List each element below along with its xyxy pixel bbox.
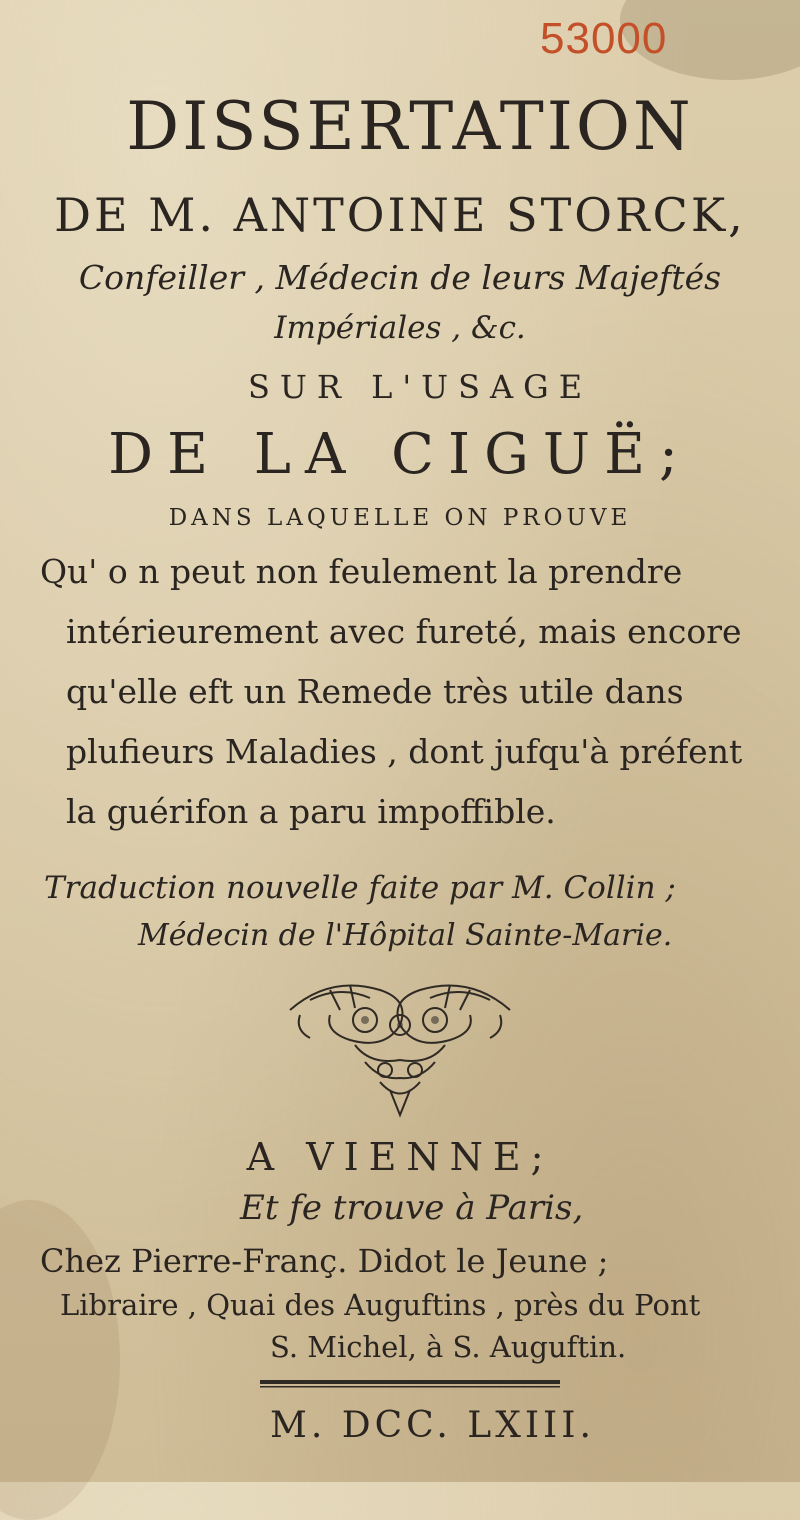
- imprint-place: A VIENNE;: [246, 1135, 554, 1179]
- body-line: plufieurs Maladies , dont jufqu'à préfent: [66, 732, 743, 771]
- translator-line-2: Médecin de l'Hôpital Sainte-Marie.: [138, 918, 673, 953]
- floral-vignette-icon: [270, 970, 530, 1120]
- divider-rule: [260, 1380, 560, 1388]
- body-line: qu'elle eft un Remede très utile dans: [66, 672, 684, 711]
- title-line-4: DE LA CIGUË;: [108, 422, 692, 487]
- title-line-1: DISSERTATION: [126, 88, 694, 165]
- title-line-5: DANS LAQUELLE ON PROUVE: [168, 505, 632, 531]
- title-line-3: SUR L'USAGE: [247, 368, 593, 406]
- body-line: Qu' o n peut non feulement la prendre: [40, 552, 683, 591]
- publisher-line-2: Libraire , Quai des Auguftins , près du Pont: [60, 1288, 701, 1322]
- imprint-date: M. DCC. LXIII.: [270, 1405, 595, 1446]
- accession-number: 53000: [540, 14, 668, 63]
- author-title-line-1: Confeiller , Médecin de leurs Majeftés: [78, 258, 722, 297]
- author-line: DE M. ANTOINE STORCK,: [54, 188, 746, 242]
- body-line: intérieurement avec fureté, mais encore: [66, 612, 742, 651]
- publisher-line-3: S. Michel, à S. Auguftin.: [270, 1330, 627, 1364]
- translator-line-1: Traduction nouvelle faite par M. Collin ;: [44, 870, 676, 906]
- body-line: la guérifon a paru impoffible.: [66, 792, 556, 831]
- author-title-line-2: Impériales , &c.: [274, 310, 526, 346]
- publisher-line-1: Chez Pierre-Franç. Didot le Jeune ;: [40, 1242, 609, 1280]
- imprint-found-line: Et fe trouve à Paris,: [240, 1188, 584, 1228]
